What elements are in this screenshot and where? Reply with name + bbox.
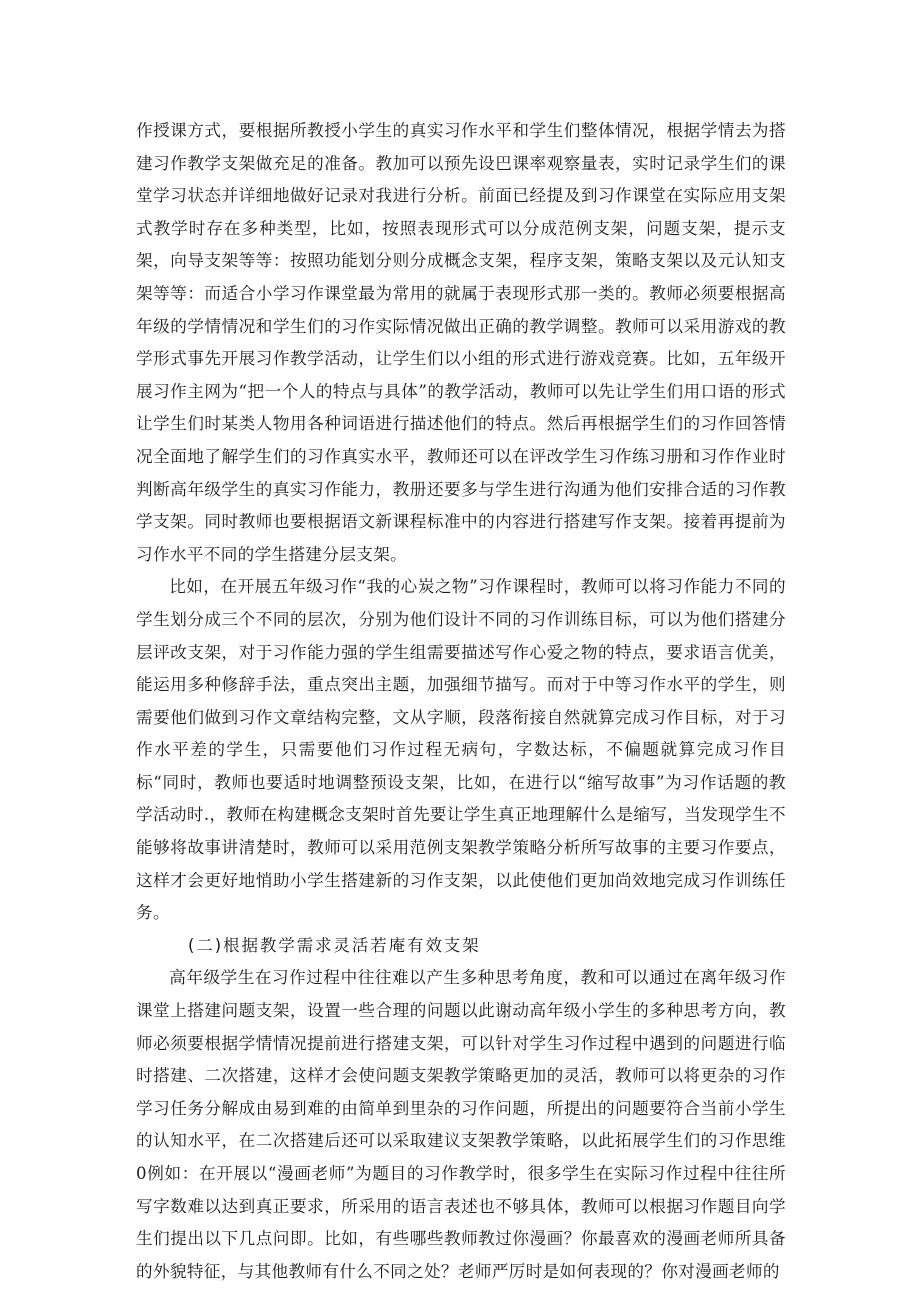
paragraph: 比如，在开展五年级习作“我的心炭之物”习作课程时，教师可以将习作能力不同的学生划分成三个不同的层次，分别为他们设计不同的习作训练目标，可以为他们搭建分层评改支架，对于习作能力强的学生组需要描述写作心爱之物的特点，要求语言优美，能运用多种修辞手法，重点突出主题，加强细节描写。而对于中等习作水平的学生，则需要他们做到习作文章结构完整，文从字顺，段落衔接自然就算完成习作目标，对于习作水平差的学生，只需要他们习作过程无病句，字数达标，不偏题就算完成习作目标“同时，教师也要适时地调整预设支架，比如，在进行以“缩写故事”为习作话题的教学活动时.，教师在构建概念支架时首先要让学生真正地理解什么是缩写，当发现学生不能够将故事讲清楚时，教师可以采用范例支架教学策略分析所写故事的主要习作要点，这样才会更好地悄助小学生搭建新的习作支架，以此使他们更加尚效地完成习作训练任务。 [136,577,786,923]
document-body [136,115,786,1288]
paragraph: 高年级学生在习作过程中往往难以产生多种思考角度，教和可以通过在离年级习作课堂上搭建问题支架，设置一些合理的问题以此谢动高年级小学生的多种思考方向，教师必须要根据学情情况提前进行搭建支架，可以针对学生习作过程中遇到的问题进行临时搭建、二次搭建，这样才会使问题支架教学策略更加的灵活，教师可以将更杂的习作学习任务分解成由易到难的由简单到里杂的习作问题，所提出的问题要符合当前小学生的认知水平，在二次搭建后还可以采取建议支架教学策略，以此拓展学生们的习作思维0例如：在开展以“漫画老师”为题目的习作教学时，很多学生在实际习作过程中往往所写字数难以达到真正要求，所采用的语言表述也不够具体，教师可以根据习作题目向学生们提出以下几点问即。比如，有些哪些教师教过你漫画？你最喜欢的漫画老师所具备的外貌特征，与其他教师有什么不同之处？老师严厉时是如何表现的？你对漫画老师的 [136,968,786,1281]
section-heading: (二)根据教学需求灵活若庵有效支架 [188,935,481,955]
paragraph: 作授课方式，要根据所教授小学生的真实习作水平和学生们整体情况，根据学情去为搭建习作教学支架做充足的准备。教加可以预先设巴课率观察量表，实时记录学生们的课堂学习状态并详细地做好记录对我进行分析。前面已经提及到习作课堂在实际应用支架式教学时存在多种类型，比如，按照表现形式可以分成范例支架，问题支架，提示支架，向导支架等等：按照功能划分则分成概念支架，程序支架，策略支架以及元认知支架等等：而适合小学习作课堂最为常用的就属于表现形式那一类的。教师必须要根据高年级的学情情况和学生们的习作实际情况做出正确的教学调整。教师可以采用游戏的教学形式事先开展习作教学活动，让学生们以小组的形式进行游戏竞赛。比如，五年级开展习作主网为“把一个人的特点与具体”的教学活动，教师可以先让学生们用口语的形式让学生们时某类人物用各种词语进行描述他们的特点。然后再根据学生们的习作回答情况全面地了解学生们的习作真实水平，教师还可以在评改学生习作练习册和习作作业时判断高年级学生的真实习作能力，教册还要多与学生进行沟通为他们安排合适的习作教学支架。同时教师也要根据语文新课程标准中的内容进行搭建写作支架。接着再提前为习作水平不同的学生搭建分层支架。 [136,121,786,564]
